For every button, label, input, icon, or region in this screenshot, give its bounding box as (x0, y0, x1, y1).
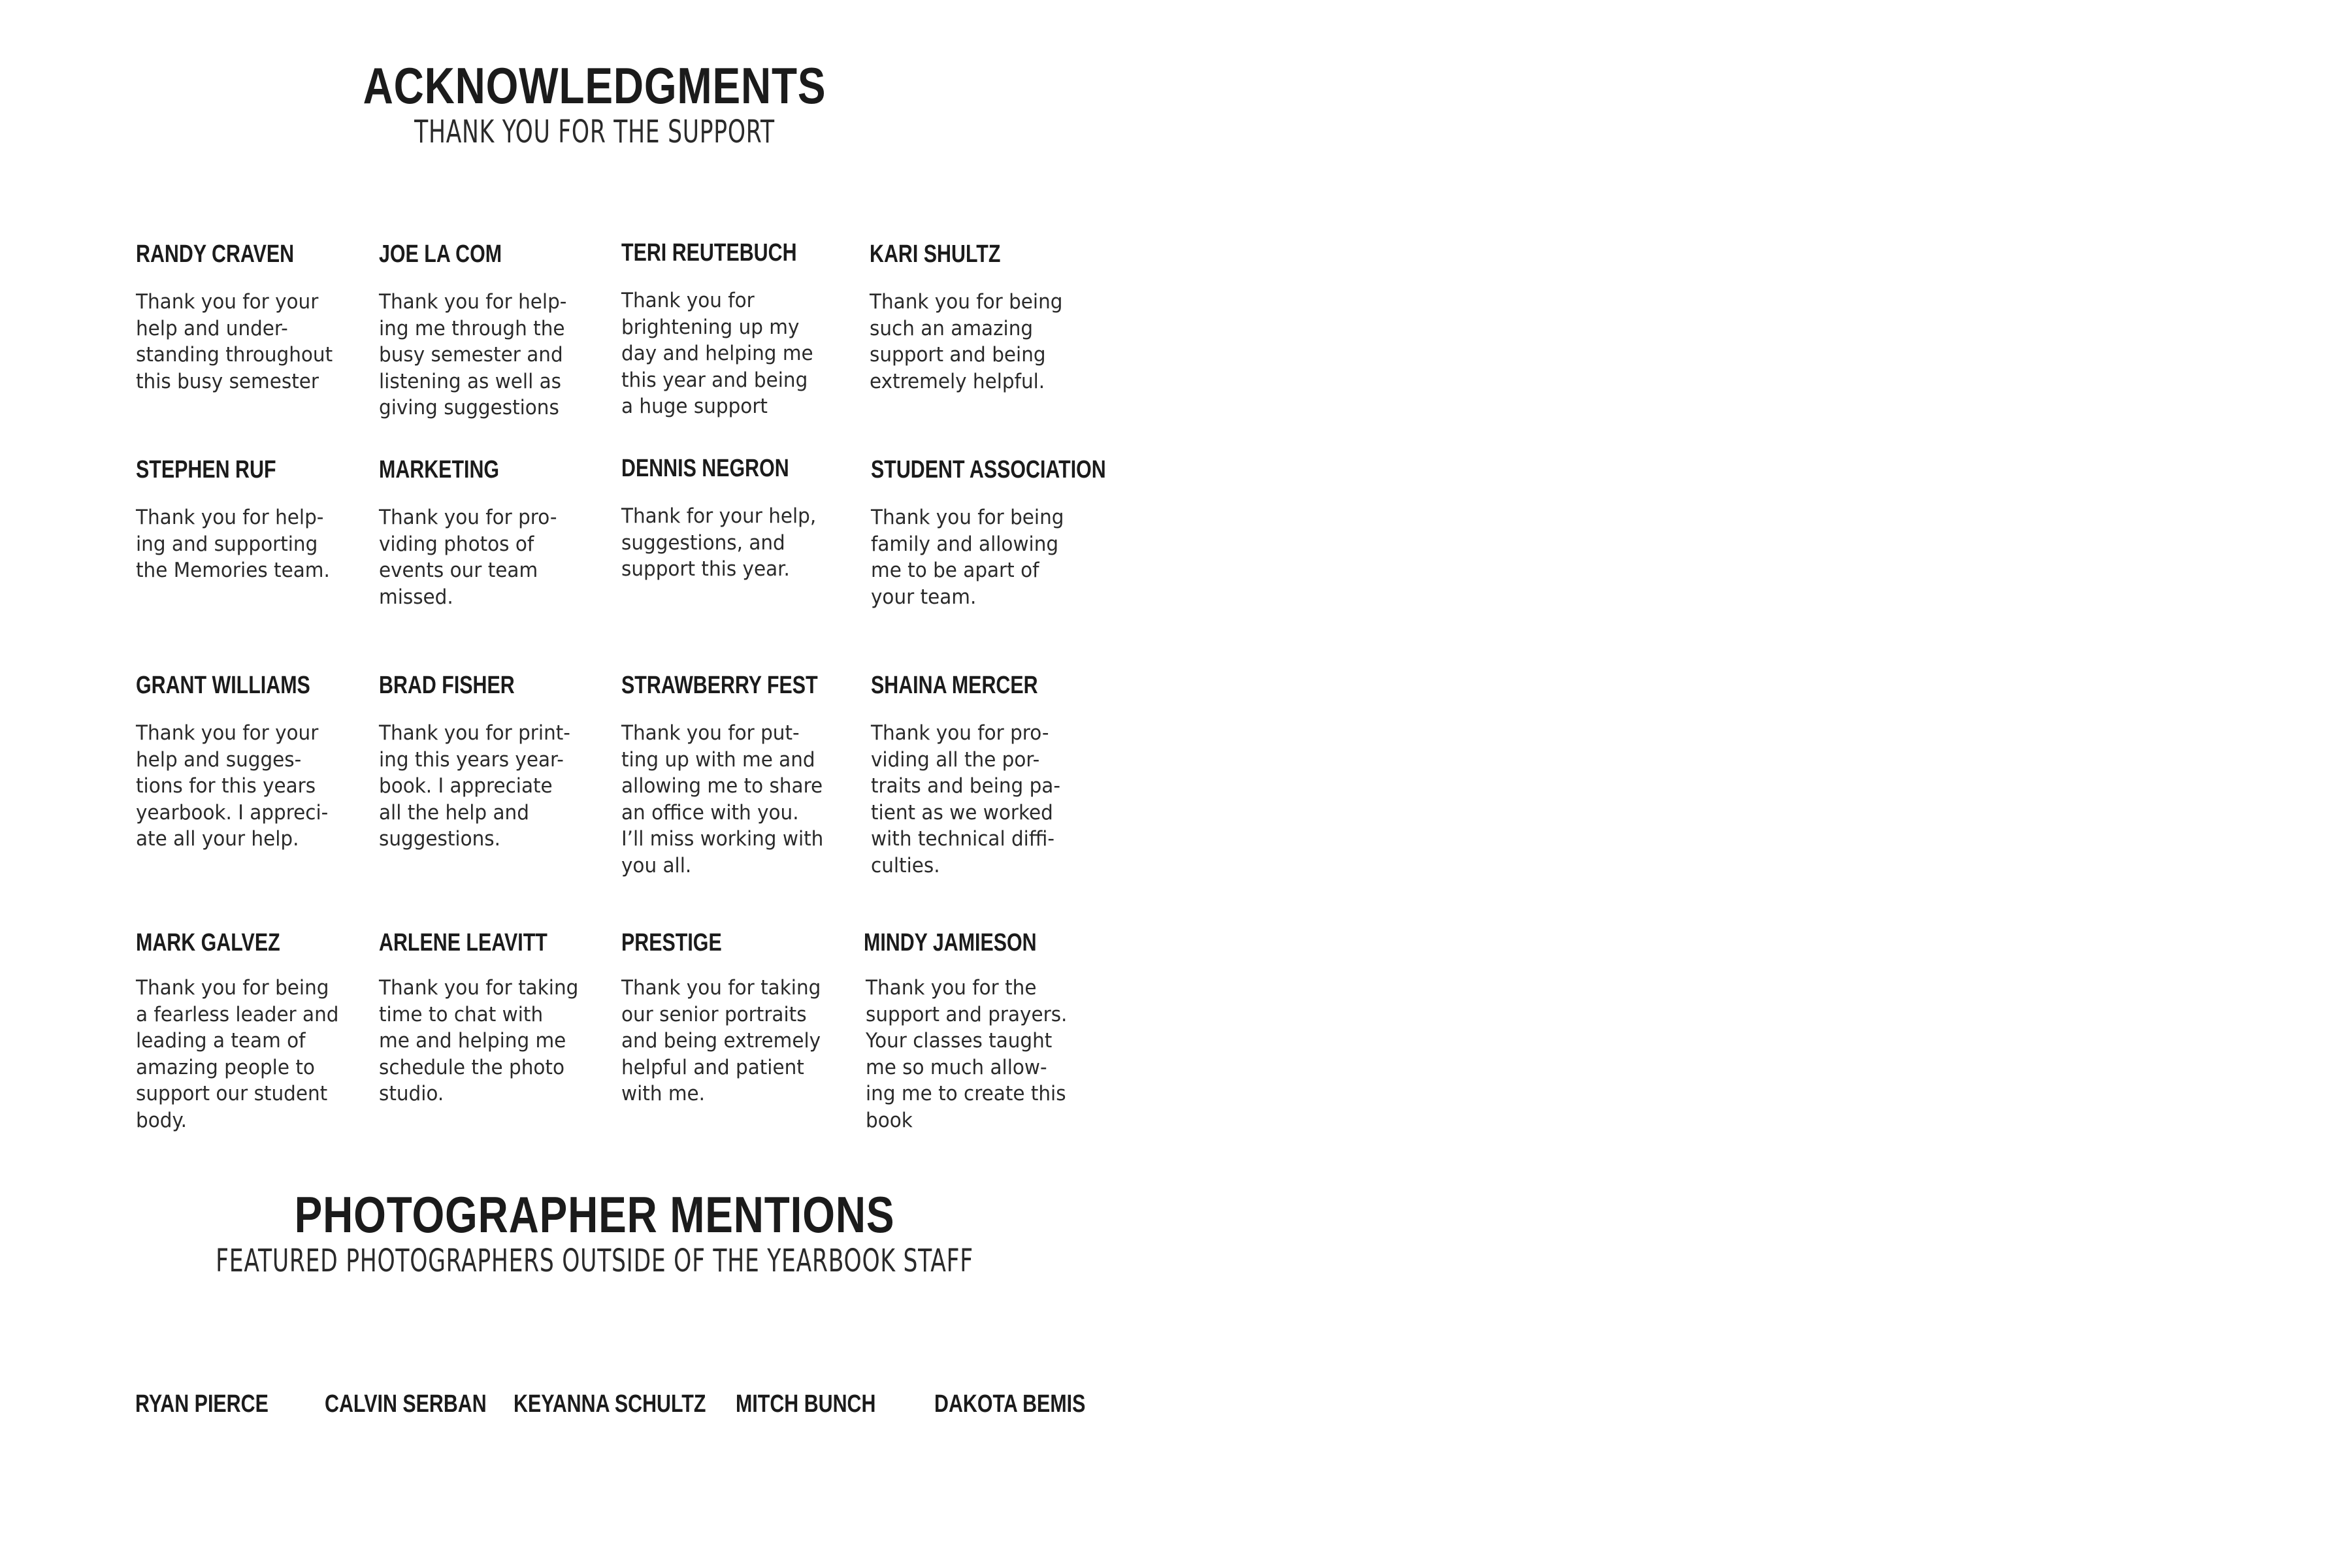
ack-name: GRANT WILLIAMS (136, 672, 310, 699)
photographer-mentions-heading (0, 1186, 1189, 1279)
ack-name: ARLENE LEAVITT (379, 929, 547, 956)
photographer-mentions-title: PHOTOGRAPHER MENTIONS (294, 1186, 895, 1243)
photographer-mentions-subtitle: FEATURED PHOTOGRAPHERS OUTSIDE OF THE YEARBOOK STAFF (216, 1243, 973, 1279)
ack-item (621, 673, 847, 879)
ack-message: Thank you for pro- viding photos of events our team missed. (379, 506, 557, 609)
ack-item (871, 456, 1106, 610)
ack-message: Thank you for brightening up my day and helping me this year and being a huge support (621, 289, 813, 418)
ack-item (870, 242, 1095, 395)
ack-name: PRESTIGE (621, 929, 722, 956)
ack-name: RANDY CRAVEN (136, 240, 295, 268)
ack-message: Thank you for help- ing and supporting the Memories team. (136, 506, 330, 582)
ack-name: BRAD FISHER (379, 672, 515, 699)
ack-item (871, 673, 1096, 879)
ack-message: Thank you for taking time to chat with me and helping me schedule the photo studio. (379, 976, 579, 1105)
ack-name: STEPHEN RUF (136, 456, 276, 483)
photographer-name: CALVIN SERBAN (325, 1390, 487, 1418)
ack-name: MARK GALVEZ (136, 929, 280, 956)
ack-name: SHAINA MERCER (871, 672, 1038, 699)
ack-message: Thank you for the support and prayers. Your classes taught me so much allow- ing me to create this book (866, 976, 1068, 1132)
ack-message: Thank you for taking our senior portraits and being extremely helpful and patient with me. (621, 976, 821, 1105)
ack-item (136, 457, 361, 584)
ack-name: DENNIS NEGRON (621, 455, 789, 482)
acknowledgments-subtitle: THANK YOU FOR THE SUPPORT (414, 114, 775, 150)
ack-message: Thank you for being family and allowing me to be apart of your team. (871, 506, 1064, 609)
ack-item (379, 930, 604, 1107)
ack-name: KARI SHULTZ (870, 240, 1001, 268)
ack-message: Thank you for being a fearless leader and leading a team of amazing people to support our student body. (136, 976, 339, 1132)
photographer-name: DAKOTA BEMIS (934, 1390, 1086, 1418)
ack-item (136, 930, 361, 1134)
ack-message: Thank you for your help and sugges- tions for this years yearbook. I appreci- ate all your help. (136, 721, 329, 851)
ack-item (621, 930, 847, 1107)
ack-message: Thank you for your help and under- standing throughout this busy semester (136, 290, 333, 393)
ack-name: MINDY JAMIESON (864, 929, 1037, 956)
photographer-list (0, 1392, 1176, 1431)
photographer-name: KEYANNA SCHULTZ (514, 1390, 706, 1418)
ack-name: JOE LA COM (379, 240, 502, 268)
ack-name: STUDENT ASSOCIATION (871, 456, 1106, 483)
ack-item (136, 242, 361, 395)
ack-item (136, 673, 361, 853)
acknowledgments-title: ACKNOWLEDGMENTS (363, 57, 826, 114)
photographer-name: MITCH BUNCH (736, 1390, 876, 1418)
ack-name: STRAWBERRY FEST (621, 672, 818, 699)
ack-name: MARKETING (379, 456, 500, 483)
ack-item (621, 456, 847, 583)
ack-message: Thank you for pro- viding all the por- traits and being pa- tient as we worked with technical diffi- culties. (871, 721, 1060, 877)
ack-item (379, 457, 604, 610)
ack-name: TERI REUTEBUCH (621, 239, 797, 267)
acknowledgments-grid (0, 0, 1176, 1176)
ack-item (864, 930, 1089, 1134)
ack-message: Thank you for help- ing me through the busy semester and listening as well as giving suggestions (379, 290, 567, 419)
ack-item (621, 240, 847, 420)
photographer-name: RYAN PIERCE (135, 1390, 269, 1418)
ack-message: Thank you for print- ing this years year- book. I appreciate all the help and suggestions. (379, 721, 570, 851)
ack-item (379, 673, 604, 853)
ack-item (379, 242, 604, 421)
ack-message: Thank for your help, suggestions, and support this year. (621, 504, 817, 581)
ack-message: Thank you for being such an amazing support and being extremely helpful. (870, 290, 1063, 393)
ack-message: Thank you for put- ting up with me and allowing me to share an office with you. I’ll miss working with you all. (621, 721, 824, 877)
